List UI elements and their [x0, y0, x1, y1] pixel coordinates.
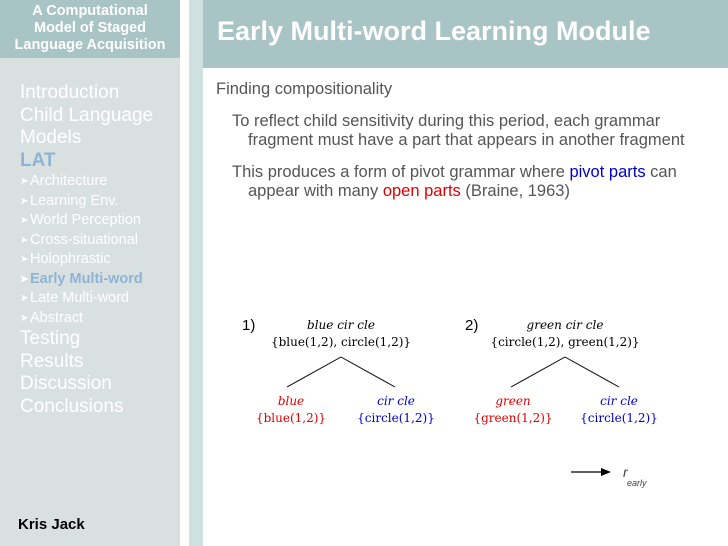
nav-subitem-architecture[interactable] [20, 172, 180, 192]
arrow-icon: ➤ [20, 195, 29, 207]
slide-content [216, 80, 716, 214]
section-nav [20, 82, 180, 418]
text-span: can appear with many [248, 162, 677, 200]
presentation-title-line: A Computational [32, 3, 148, 19]
arrow-icon: ➤ [20, 176, 29, 187]
nav-subitem-learning-env[interactable] [20, 192, 180, 212]
content-heading: Finding compositionality [216, 80, 393, 98]
author-name: Kris Jack [18, 516, 85, 533]
tree-right-meaning: {circle(1,2)} [357, 411, 435, 425]
bullet-compositionality: To reflect child sensitivity during this period, each grammar fragment must have a part that appears in another fragment [232, 111, 685, 149]
text-span: This produces a form of pivot grammar where [232, 162, 570, 181]
tree-diagrams [203, 305, 723, 495]
tree-number: 2) [465, 317, 479, 334]
tree-right-meaning: {circle(1,2)} [580, 411, 658, 425]
nav-subitem-label: Learning Env. [30, 192, 119, 209]
tree-right-word: cir cle [600, 394, 638, 408]
tree-root-word: green cir cle [526, 318, 604, 332]
tree-left-meaning: {blue(1,2)} [255, 411, 327, 425]
presentation-title-line: Language Acquisition [14, 37, 166, 53]
arrow-icon: ➤ [20, 293, 29, 304]
arrow-icon: ➤ [20, 254, 29, 265]
tree-branch-right [341, 357, 395, 387]
nav-item-testing[interactable]: Testing [20, 328, 81, 349]
citation: (Braine, 1963) [460, 182, 570, 200]
tree-root-meaning: {circle(1,2), green(1,2)} [490, 335, 640, 349]
nav-subitem-early-multi-word[interactable] [20, 270, 180, 290]
open-parts-term: open parts [382, 182, 461, 200]
nav-subitem-label: Abstract [30, 309, 84, 326]
slide-header [203, 0, 728, 68]
slide-title: Early Multi-word Learning Module [217, 16, 651, 46]
nav-item-results[interactable]: Results [20, 350, 84, 372]
legend [571, 464, 647, 488]
nav-subitem-world-perception[interactable] [20, 211, 180, 231]
nav-item-lat[interactable]: LAT [20, 149, 56, 171]
tree-1 [242, 317, 435, 425]
nav-item-introduction[interactable]: Introduction [20, 82, 120, 103]
legend-subscript: early [627, 478, 647, 488]
tree-branch-right [565, 357, 619, 387]
tree-branch-left [511, 357, 565, 387]
nav-subitem-label: Early Multi-word [30, 270, 143, 287]
tree-left-meaning: {green(1,2)} [473, 411, 553, 425]
nav-subitem-label: Architecture [30, 173, 108, 189]
nav-subitem-label: World Perception [30, 212, 141, 228]
nav-subitem-abstract[interactable] [20, 309, 180, 329]
arrow-icon: ➤ [20, 312, 29, 324]
nav-subitem-cross-situational[interactable] [20, 231, 180, 251]
nav-item-conclusions[interactable]: Conclusions [20, 395, 124, 417]
nav-item-child-language[interactable]: Child Language [20, 104, 154, 126]
sidebar [0, 0, 180, 546]
pivot-parts-term: pivot parts [569, 162, 646, 181]
nav-subitem-label: Late Multi-word [30, 290, 130, 306]
nav-item-models[interactable]: Models [20, 127, 82, 148]
nav-subitem-late-multi-word[interactable] [20, 289, 180, 309]
legend-symbol: r [623, 464, 628, 480]
arrow-icon: ➤ [20, 215, 29, 226]
tree-root-word: blue cir cle [307, 318, 375, 332]
nav-subitem-holophrastic[interactable] [20, 250, 180, 270]
sidebar-header [0, 0, 180, 58]
arrow-icon: ➤ [20, 234, 29, 246]
tree-number: 1) [242, 317, 256, 334]
tree-right-word: cir cle [377, 394, 415, 408]
tree-root-meaning: {blue(1,2), circle(1,2)} [270, 335, 412, 349]
presentation-title [0, 3, 180, 54]
nav-subitem-label: Holophrastic [30, 251, 111, 267]
nav-subitem-label: Cross-situational [30, 231, 138, 248]
tree-2 [465, 317, 658, 425]
sidebar-divider [189, 0, 203, 546]
tree-branch-left [287, 357, 341, 387]
tree-left-word: green [495, 394, 531, 408]
tree-left-word: blue [277, 394, 305, 408]
arrow-right-icon [601, 468, 611, 476]
nav-item-discussion[interactable]: Discussion [20, 373, 112, 394]
arrow-icon: ➤ [20, 273, 29, 285]
bullet-pivot-grammar [216, 163, 716, 202]
presentation-title-line: Model of Staged [34, 20, 146, 36]
